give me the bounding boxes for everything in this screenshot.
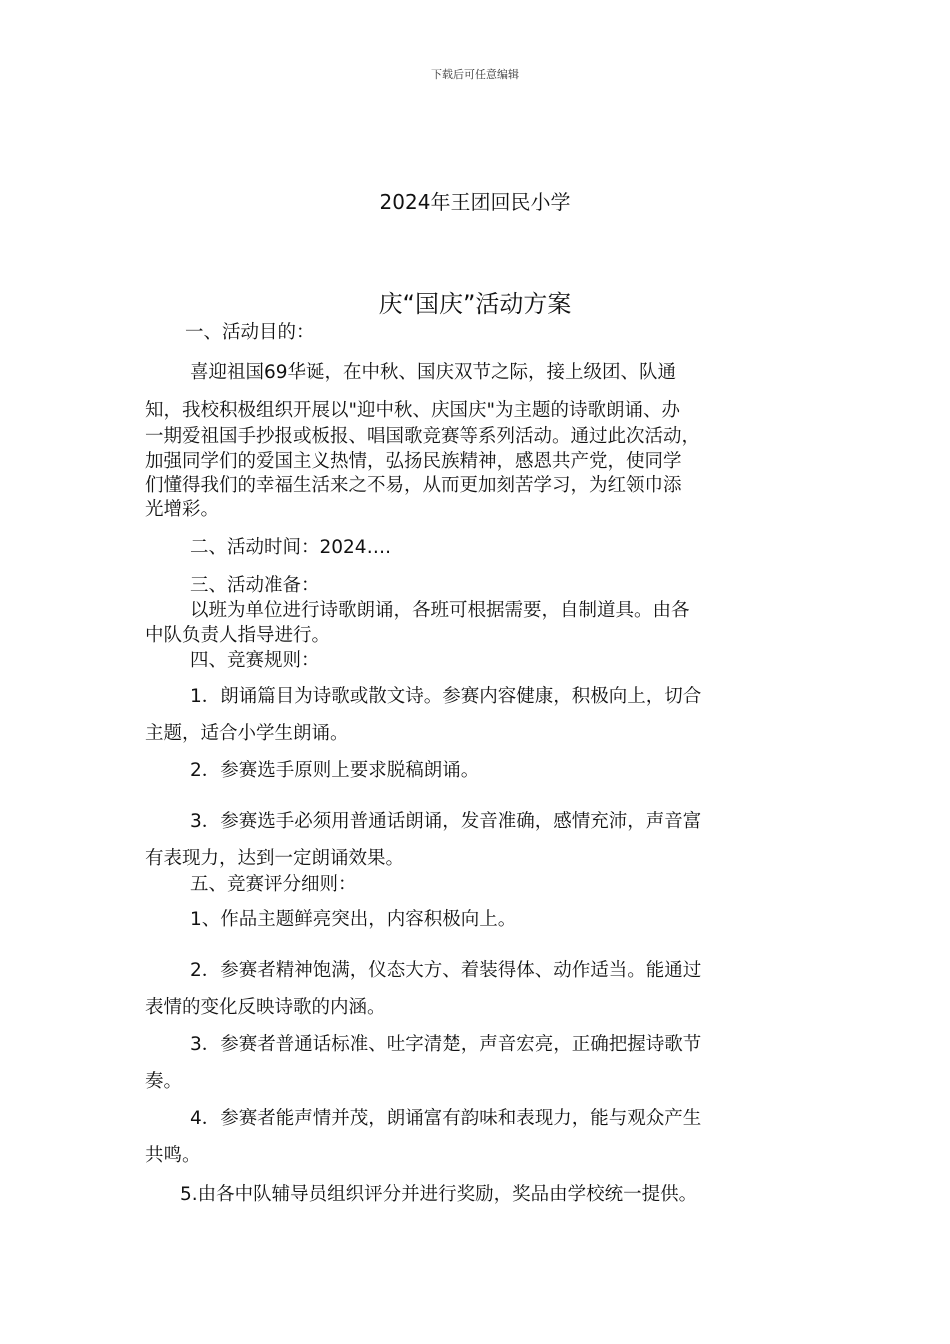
paragraph-line: 加强同学们的爱国主义热情，弘扬民族精神，感恩共产党，使同学	[145, 451, 682, 472]
plan-title: 庆“国庆”活动方案	[378, 290, 572, 318]
rule-item: 1．朗诵篇目为诗歌或散文诗。参赛内容健康，积极向上，切合	[190, 686, 702, 707]
paragraph-line: 知，我校积极组织开展以"迎中秋、庆国庆"为主题的诗歌朗诵、办	[145, 400, 681, 421]
rule-item: 3．参赛选手必须用普通话朗诵，发音准确，感情充沛，声音富	[190, 811, 702, 832]
section-heading-purpose: 一、活动目的：	[185, 322, 315, 343]
section-heading-preparation: 三、活动准备：	[190, 575, 320, 596]
rule-item: 主题，适合小学生朗诵。	[145, 723, 349, 744]
paragraph-line: 中队负责人指导进行。	[145, 625, 331, 646]
section-heading-rules: 四、竞赛规则：	[190, 650, 320, 671]
scoring-item: 1、作品主题鲜亮突出，内容积极向上。	[190, 909, 517, 930]
rule-item: 2．参赛选手原则上要求脱稿朗诵。	[190, 760, 480, 781]
paragraph-line: 们懂得我们的幸福生活来之不易，从而更加刻苦学习，为红领巾添	[145, 475, 682, 496]
paragraph-line: 一期爱祖国手抄报或板报、唱国歌竞赛等系列活动。通过此次活动，	[145, 426, 701, 447]
paragraph-line: 喜迎祖国69华诞，在中秋、国庆双节之际，接上级团、队通	[190, 362, 677, 383]
scoring-item: 3．参赛者普通话标准、吐字清楚，声音宏亮，正确把握诗歌节	[190, 1034, 702, 1055]
paragraph-line: 光增彩。	[145, 499, 220, 520]
section-heading-time: 二、活动时间：2024….	[190, 537, 391, 558]
paragraph-line: 以班为单位进行诗歌朗诵，各班可根据需要，自制道具。由各	[190, 600, 690, 621]
scoring-item: 2．参赛者精神饱满，仪态大方、着装得体、动作适当。能通过	[190, 960, 702, 981]
section-heading-scoring: 五、竞赛评分细则：	[190, 874, 357, 895]
school-title: 2024年王团回民小学	[379, 190, 571, 214]
scoring-item: 表情的变化反映诗歌的内涵。	[145, 997, 386, 1018]
scoring-item: 奏。	[145, 1071, 183, 1092]
scoring-item: 4．参赛者能声情并茂，朗诵富有韵味和表现力，能与观众产生	[190, 1108, 702, 1129]
scoring-item: 共鸣。	[145, 1145, 201, 1166]
rule-item: 有表现力，达到一定朗诵效果。	[145, 848, 405, 869]
header-note: 下载后可任意编辑	[431, 68, 519, 81]
scoring-item: 5.由各中队辅导员组织评分并进行奖励，奖品由学校统一提供。	[180, 1184, 698, 1205]
